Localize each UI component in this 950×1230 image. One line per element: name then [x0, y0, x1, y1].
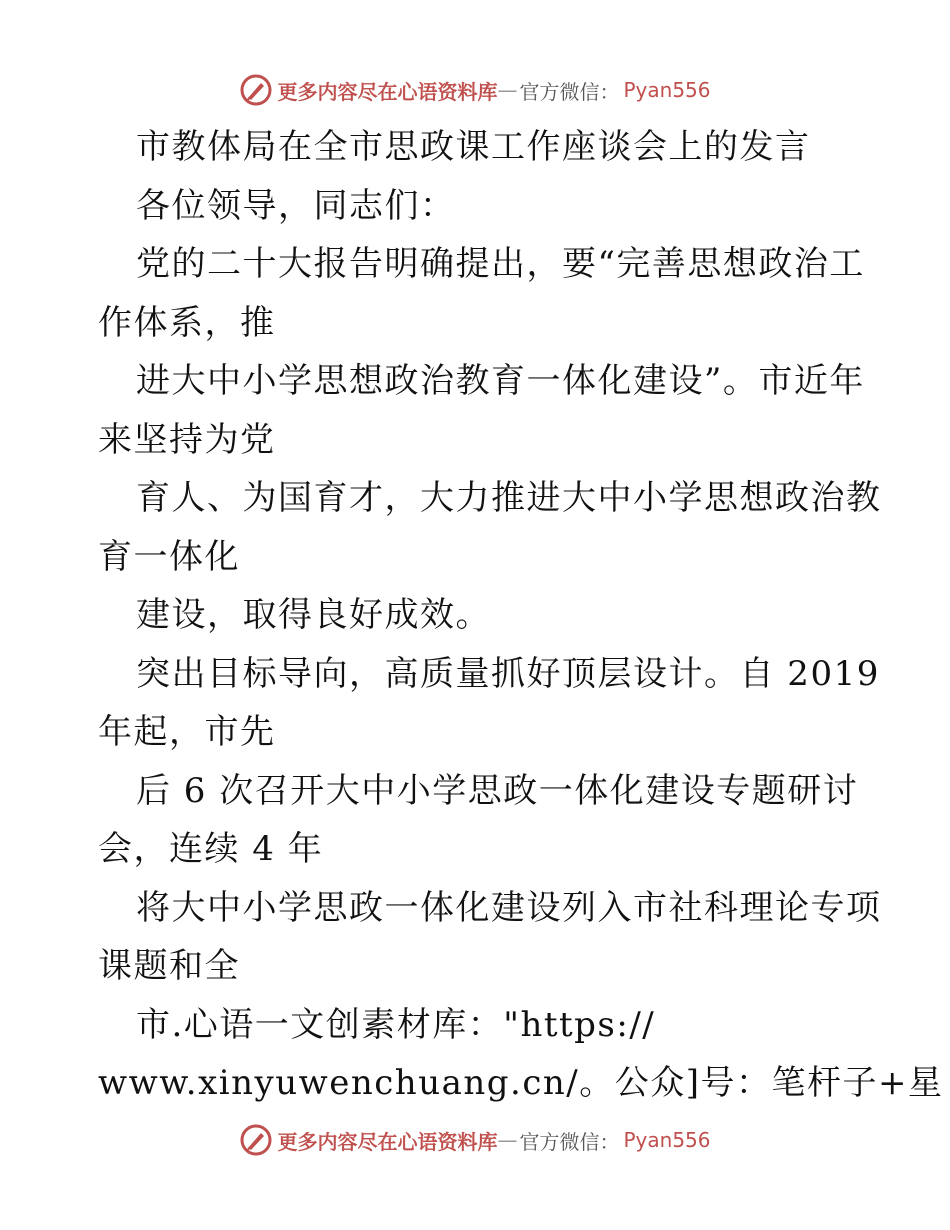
watermark-official-label: 官方微信： — [519, 79, 620, 104]
document-body — [98, 118, 944, 1113]
text-line: 市教体局在全市思政课工作座谈会上的发言 — [136, 127, 811, 167]
text-line: 年起，市先 — [98, 712, 276, 752]
watermark-official-label: 官方微信： — [519, 1129, 620, 1154]
text-line: 育一体化 — [98, 536, 240, 577]
footer-watermark — [0, 1120, 950, 1160]
text-line: 后 6 次召开大中小学思政一体化建设专题研讨 — [136, 770, 859, 811]
text-line: 育人、为国育才，大力推进大中小学思想政治教 — [136, 478, 882, 518]
quill-pen-circle-icon — [239, 1123, 273, 1157]
text-line: 作体系，推 — [98, 302, 276, 343]
text-line: 党的二十大报告明确提出，要“完善思想政治工 — [136, 244, 865, 284]
text-line: 进大中小学思想政治教育一体化建设”。市近年 — [136, 361, 865, 401]
watermark-account: Pyan556 — [623, 78, 711, 102]
text-line: 课题和全 — [98, 946, 240, 986]
text-line: www.xinyuwenchuang.cn/。公众]号：笔杆子+星 — [98, 1063, 944, 1103]
text-line: 各位领导，同志们： — [136, 185, 456, 226]
text-line: 来坚持为党 — [98, 419, 276, 460]
header-watermark — [0, 70, 950, 110]
text-line: 突出目标导向，高质量抓好顶层设计。自 2019 — [136, 653, 880, 694]
text-line: 市.心语一文创素材库："https:// — [136, 1004, 656, 1045]
watermark-dash: — — [497, 78, 518, 102]
text-line: 将大中小学思政一体化建设列入市社科理论专项 — [136, 887, 882, 928]
text-line: 建设，取得良好成效。 — [136, 595, 491, 635]
quill-pen-circle-icon — [239, 73, 273, 107]
watermark-brand: 更多内容尽在心语资料库 — [277, 79, 498, 104]
watermark-dash: — — [497, 1128, 518, 1152]
watermark-brand: 更多内容尽在心语资料库 — [277, 1129, 498, 1154]
watermark-account: Pyan556 — [623, 1128, 711, 1152]
text-line: 会，连续 4 年 — [98, 829, 324, 869]
